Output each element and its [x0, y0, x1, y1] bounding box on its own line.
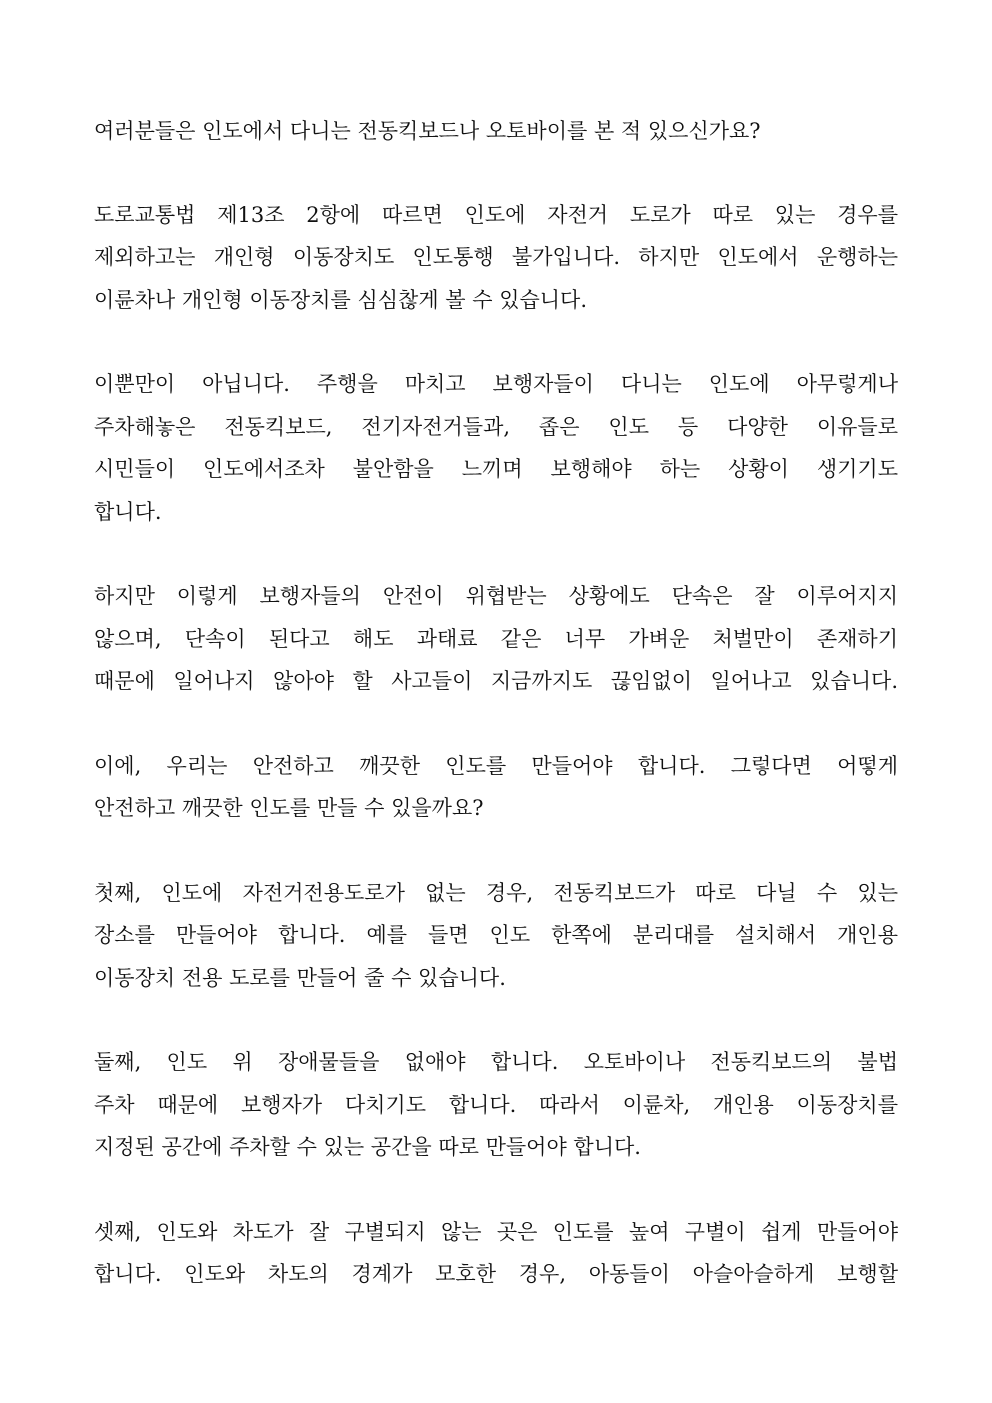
paragraph-traffic-law — [94, 194, 898, 322]
paragraph-second-proposal — [94, 1041, 898, 1169]
text-line: 도로교통법 제13조 2항에 따르면 인도에 자전거 도로가 따로 있는 경우를 — [94, 202, 898, 227]
text-line: 셋째, 인도와 차도가 잘 구별되지 않는 곳은 인도를 높여 구별이 쉽게 만들어야 — [94, 1219, 898, 1244]
paragraph-parking-problem — [94, 363, 898, 533]
document-body — [94, 110, 898, 1338]
paragraph-safe-sidewalk — [94, 745, 898, 830]
paragraph-first-proposal — [94, 872, 898, 1000]
text-line: 때문에 일어나지 않아야 할 사고들이 지금까지도 끊임없이 일어나고 있습니다. — [94, 669, 898, 693]
paragraph-enforcement — [94, 575, 898, 703]
text-line: 합니다. — [94, 499, 162, 524]
paragraph-third-proposal — [94, 1211, 898, 1296]
text-line: 합니다. 인도와 차도의 경계가 모호한 경우, 아동들이 아슬아슬하게 보행할 — [94, 1262, 898, 1286]
text-line: 이뿐만이 아닙니다. 주행을 마치고 보행자들이 다니는 인도에 아무렇게나 — [94, 372, 898, 396]
text-line: 장소를 만들어야 합니다. 예를 들면 인도 한쪽에 분리대를 설치해서 개인용 — [94, 923, 898, 947]
text-line: 지정된 공간에 주차할 수 있는 공간을 따로 만들어야 합니다. — [94, 1135, 641, 1159]
text-line: 여러분들은 인도에서 다니는 전동킥보드나 오토바이를 본 적 있으신가요? — [94, 119, 761, 143]
text-line: 주차해놓은 전동킥보드, 전기자전거들과, 좁은 인도 등 다양한 이유들로 — [94, 414, 898, 439]
text-line: 않으며, 단속이 된다고 해도 과태료 같은 너무 가벼운 처벌만이 존재하기 — [94, 626, 898, 651]
text-line: 시민들이 인도에서조차 불안함을 느끼며 보행해야 하는 상황이 생기기도 — [94, 457, 898, 481]
text-line: 첫째, 인도에 자전거전용도로가 없는 경우, 전동킥보드가 따로 다닐 수 있는 — [94, 880, 898, 905]
text-line: 이륜차나 개인형 이동장치를 심심찮게 볼 수 있습니다. — [94, 287, 588, 312]
text-line: 둘째, 인도 위 장애물들을 없애야 합니다. 오토바이나 전동킥보드의 불법 — [94, 1050, 898, 1074]
text-line: 이동장치 전용 도로를 만들어 줄 수 있습니다. — [94, 965, 506, 990]
text-line: 하지만 이렇게 보행자들의 안전이 위협받는 상황에도 단속은 잘 이루어지지 — [94, 584, 898, 608]
text-line: 주차 때문에 보행자가 다치기도 합니다. 따라서 이륜차, 개인용 이동장치를 — [94, 1092, 898, 1117]
text-line: 제외하고는 개인형 이동장치도 인도통행 불가입니다. 하지만 인도에서 운행하는 — [94, 245, 898, 269]
text-line: 이에, 우리는 안전하고 깨끗한 인도를 만들어야 합니다. 그렇다면 어떻게 — [94, 753, 898, 778]
paragraph-intro-question — [94, 110, 898, 153]
text-line: 안전하고 깨끗한 인도를 만들 수 있을까요? — [94, 796, 484, 820]
